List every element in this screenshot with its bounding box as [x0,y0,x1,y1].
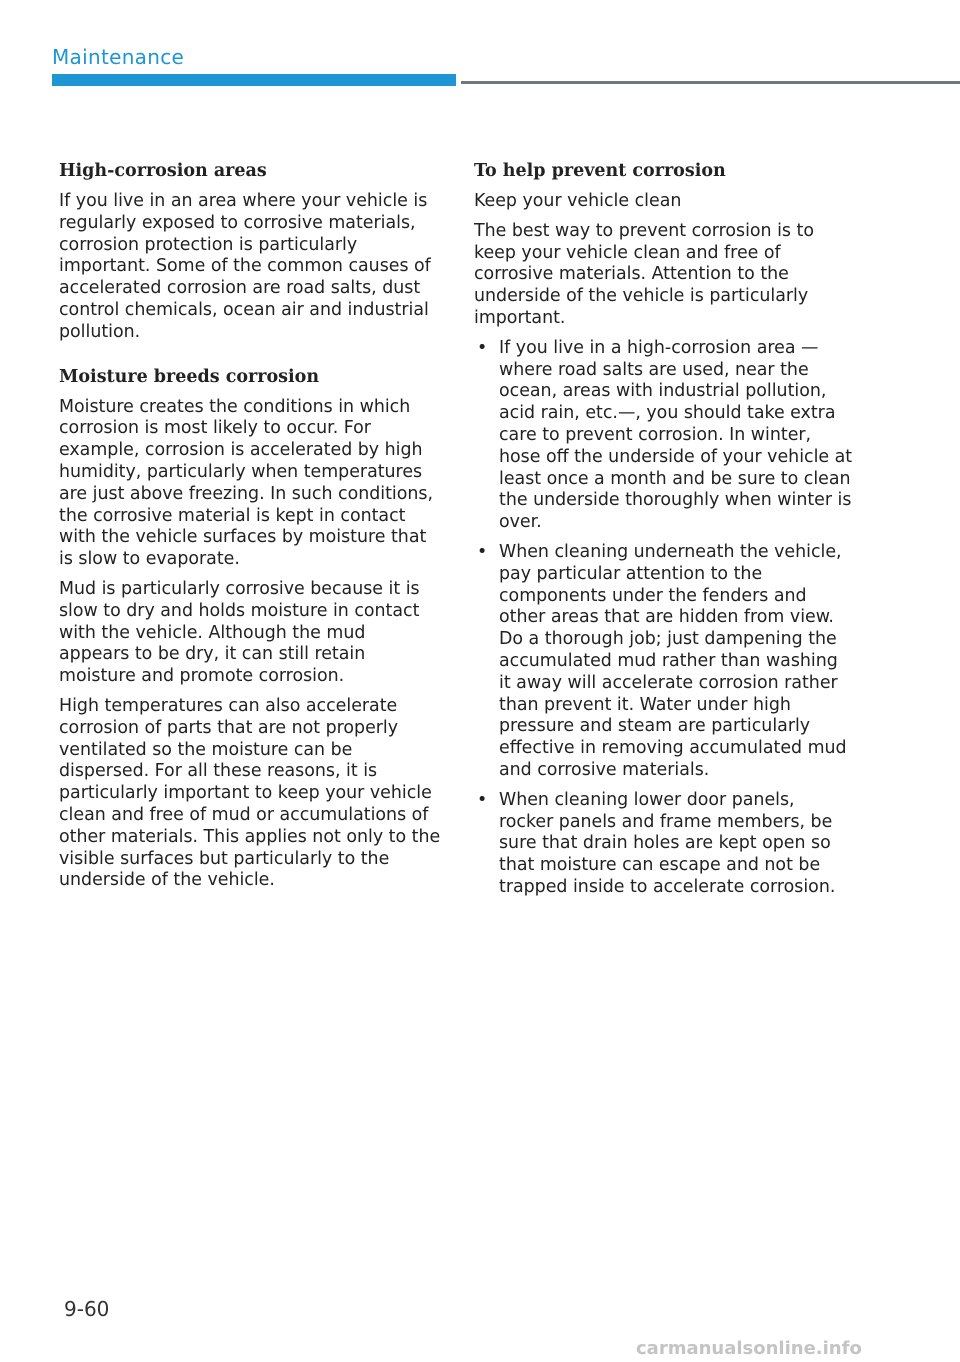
list-item [474,338,854,534]
header-rule [461,81,960,84]
heading-high-corrosion-areas: High-corrosion areas [59,161,267,181]
bullet-icon: • [477,337,488,358]
heading-help-prevent-corrosion: To help prevent corrosion [474,161,726,181]
paragraph: Mud is particularly corrosive because it is slow to dry and holds moisture in contact with the vehicle. Although the mud appears to be dry, it can still retain moisture and promote corrosion. [59,578,420,687]
list-item [474,790,854,899]
paragraph: If you live in an area where your vehicle is regularly exposed to corrosive materials, corrosion protection is particularly important. Some of the common causes of accelerated corrosion are road salts, dust control chemicals, ocean air and industrial pollution. [59,191,431,342]
heading-moisture-breeds-corrosion: Moisture breeds corrosion [59,366,320,387]
bullet-icon: • [477,789,488,810]
list-item-text: If you live in a high-corrosion area — where road salts are used, near the ocean, areas with industrial pollution, acid rain, etc.—, you should take extra care to prevent corrosion. In winter, hose off the underside of your vehicle at least once a month and be sure to clean the underside thoroughly when winter is over. [499,337,853,533]
bullet-list [474,338,854,899]
list-item [474,542,854,782]
list-item-text: When cleaning underneath the vehicle, pay particular attention to the components under the fenders and other areas that are hidden from view. Do a thorough job; just dampening the accumulated mud rather than washing it away will accelerate corrosion rather than prevent it. Water under high pressure and steam are particularly effective in removing accumulated mud and corrosive materials. [499,541,847,780]
section-title: Maintenance [52,45,185,69]
right-column [474,160,854,907]
subheading-keep-vehicle-clean: Keep your vehicle clean [474,191,682,211]
bullet-icon: • [477,541,488,562]
left-column [59,160,441,900]
paragraph: High temperatures can also accelerate corrosion of parts that are not properly ventilated so the moisture can be dispersed. For all these reasons, it is particularly important to keep your vehicle clean and free of mud or accumulations of other materials. This applies not only to the visible surfaces but particularly to the underside of the vehicle. [59,695,441,891]
header-accent-bar [52,74,456,86]
page-number: 9-60 [64,1297,110,1321]
paragraph: The best way to prevent corrosion is to keep your vehicle clean and free of corrosive materials. Attention to the underside of the vehicle is particularly important. [474,220,814,328]
list-item-text: When cleaning lower door panels, rocker panels and frame members, be sure that drain holes are kept open so that moisture can escape and not be trapped inside to accelerate corrosion. [499,789,836,897]
watermark: carmanualsonline.info [636,1338,862,1359]
paragraph: Moisture creates the conditions in which corrosion is most likely to occur. For example, corrosion is accelerated by high humidity, particularly when temperatures are just above freezing. In such conditions, the corrosive material is kept in contact with the vehicle surfaces by moisture that is slow to evaporate. [59,396,434,570]
